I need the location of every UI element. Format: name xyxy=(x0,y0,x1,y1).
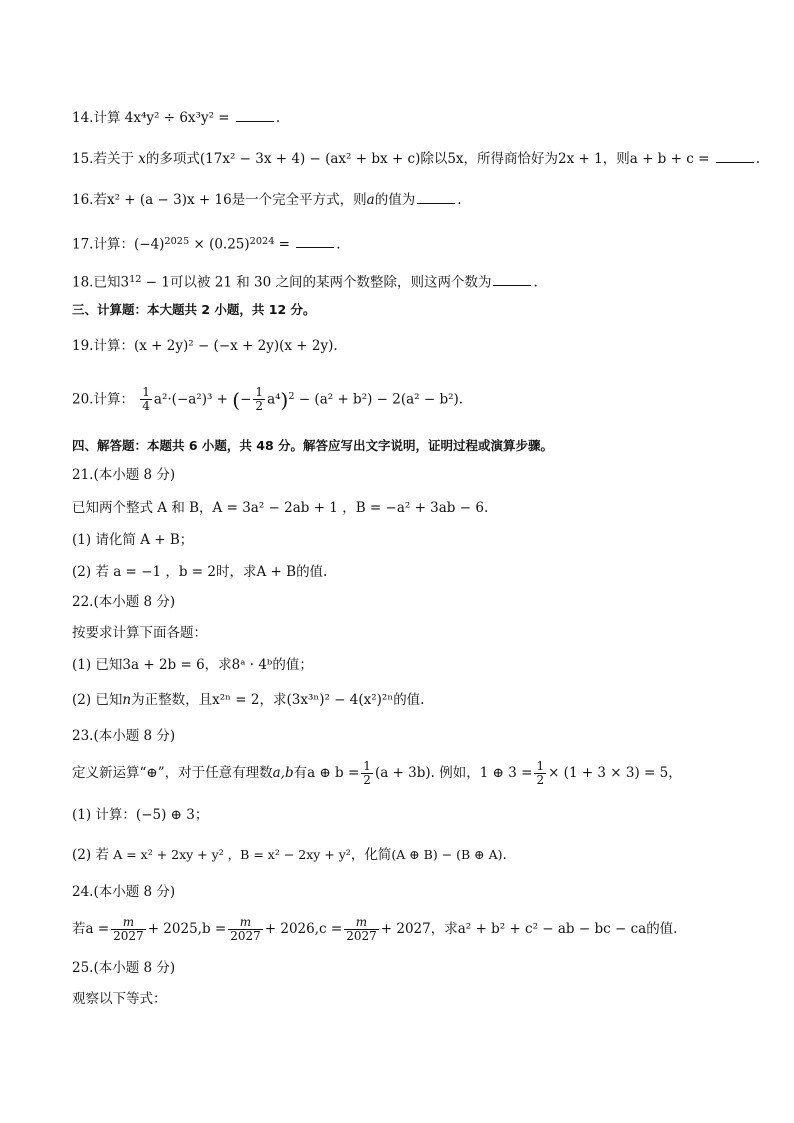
q18-text: 可以被 21 和 30 之间的某两个数整除，则这两个数为 xyxy=(169,274,492,291)
question-23-heading: 23.(本小题 8 分) xyxy=(72,728,176,744)
answer-blank xyxy=(716,149,754,163)
q23-def-fraction: $\frac{1}{2}$ xyxy=(363,759,371,787)
q20-prefix: 20.计算： xyxy=(72,391,134,408)
q20-right-paren: ) xyxy=(280,387,289,412)
q22-p1-given: 3a + 2b = 6 xyxy=(122,657,205,673)
q21-p2-label: (2) 若 xyxy=(72,564,109,580)
answer-blank xyxy=(296,234,334,248)
question-21-part-1: (1) 请化简 A + B； xyxy=(72,532,194,548)
q23-example-fraction: $\frac{1}{2}$ xyxy=(536,759,545,787)
q19-prefix: 19.计算： xyxy=(72,338,134,354)
q23-p1-expression: (−5) ⊕ 3 xyxy=(135,807,195,823)
q15-quotient: 2x + 1 xyxy=(558,151,603,167)
question-21-heading: 21.(本小题 8 分) xyxy=(72,467,176,483)
q20-suffix: . xyxy=(458,391,464,408)
question-22-heading: 22.(本小题 8 分) xyxy=(72,594,176,610)
question-23-part-1: (1) 计算：(−5) ⊕ 3； xyxy=(72,807,209,823)
q15-suffix: . xyxy=(755,151,760,167)
question-19 xyxy=(72,336,722,356)
question-22-intro: 按要求计算下面各题： xyxy=(72,625,207,641)
q24-expression: a² + b² + c² − ab − bc − ca xyxy=(457,921,647,937)
q23-p1-label: (1) 计算： xyxy=(72,807,136,823)
q15-text: 的多项式 xyxy=(145,151,200,167)
q17-exp1: 2025 xyxy=(164,236,190,247)
question-22-part-2: (2) 已知n为正整数，且x²ⁿ = 2，求(3x³ⁿ)² − 4(x²)²ⁿ的值. xyxy=(72,692,425,708)
question-23-definition: 定义新运算“⊕”，对于任意有理数a,b有a ⊕ b = $\frac{1}{2}$ (a + 3b). 例如，1 ⊕ 3 = $\frac{1}{2}$ × (1 + 3 × 3) = 5， xyxy=(72,759,682,787)
q17-prefix: 17.计算： xyxy=(72,236,134,253)
q19-suffix: . xyxy=(333,338,338,354)
q16-prefix: 16.若 xyxy=(72,192,107,208)
q17-suffix: . xyxy=(336,236,341,253)
q18-base: 3 xyxy=(120,274,130,291)
question-22-part-1: (1) 已知3a + 2b = 6，求8ᵃ · 4ᵇ的值； xyxy=(72,657,313,673)
q20-left-paren: ( xyxy=(232,387,241,412)
question-20 xyxy=(72,380,722,417)
q22-p2-label: (2) 已知 xyxy=(72,692,123,708)
q14-prefix: 14.计算 xyxy=(72,110,121,126)
q16-var: a xyxy=(366,192,375,208)
q15-divisor: 5x xyxy=(447,151,464,167)
section-four-heading: 四、解答题：本题共 6 小题，共 48 分。解答应写出文字说明，证明过程或演算步骤。 xyxy=(72,438,554,453)
q21-p2-expression: A + B xyxy=(256,564,297,580)
q20-term-3: − (a² + b²) − 2(a² − b²) xyxy=(294,391,459,408)
answer-blank xyxy=(493,272,531,286)
q20-minus: − xyxy=(240,391,252,408)
q21-text: 已知两个整式 A 和 B， xyxy=(72,500,213,516)
q22-p1-label: (1) 已知 xyxy=(72,657,123,673)
q24-fraction-c: $\frac{m}{2027}$ xyxy=(346,915,377,943)
q20-term-2: a⁴ xyxy=(267,391,281,408)
q24-fraction-b: $\frac{m}{2027}$ xyxy=(230,915,261,943)
question-25-intro: 观察以下等式： xyxy=(72,991,167,1007)
question-16 xyxy=(72,190,722,210)
q21-p2-values: a = −1 ，b = 2 xyxy=(113,564,216,580)
q15-text: 除以 xyxy=(420,151,448,167)
q20-fraction-2: $\frac{1}{2}$ xyxy=(255,385,264,414)
q23-p2-label: (2) 若 xyxy=(72,847,109,863)
question-17 xyxy=(72,232,722,254)
q22-p2-expression: (3x³ⁿ)² − 4(x²)²ⁿ xyxy=(286,692,394,708)
q15-prefix: 15.若关于 xyxy=(72,151,134,167)
q24-fraction-a: $\frac{m}{2027}$ xyxy=(113,915,144,943)
q16-expression: x² + (a − 3)x + 16 xyxy=(106,192,232,208)
q21-p1-expression: A + B xyxy=(140,532,180,548)
q14-expression: 4x⁴y² ÷ 6x³y² = xyxy=(124,110,230,126)
q16-text: 是一个完全平方式，则 xyxy=(231,192,367,208)
q14-suffix: . xyxy=(275,110,281,126)
question-25-heading: 25.(本小题 8 分) xyxy=(72,960,176,976)
q17-times: × xyxy=(189,236,210,253)
section-three-heading: 三、计算题：本大题共 2 小题，共 12 分。 xyxy=(72,302,316,317)
question-23-part-2: (2) 若 A = x² + 2xy + y² ，B = x² − 2xy + y²，化简(A ⊕ B) − (B ⊕ A). xyxy=(72,847,507,863)
q15-var: x xyxy=(138,151,146,167)
q23-p2-given: A = x² + 2xy + y² ，B = x² − 2xy + y² xyxy=(113,847,351,862)
question-24-heading: 24.(本小题 8 分) xyxy=(72,884,176,900)
q21-p1-label: (1) 请化简 xyxy=(72,532,136,548)
q18-suffix: . xyxy=(533,274,538,291)
q18-exp: 12 xyxy=(129,274,142,285)
q16-suffix: . xyxy=(457,192,462,208)
q15-sum: a + b + c = xyxy=(629,151,710,167)
q22-p2-given: x²ⁿ = 2 xyxy=(212,692,260,708)
q17-base2: (0.25) xyxy=(209,236,250,253)
q20-fraction-1: $\frac{1}{4}$ xyxy=(142,385,150,414)
question-18 xyxy=(72,270,722,292)
question-21-part-2: (2) 若 a = −1 ，b = 2时，求A + B的值. xyxy=(72,564,328,580)
q17-eq: = xyxy=(274,236,290,253)
q18-minus: − 1 xyxy=(141,274,170,291)
q16-text: 的值为 xyxy=(374,192,416,208)
q17-base1: (−4) xyxy=(133,236,165,253)
q18-prefix: 18.已知 xyxy=(72,274,121,291)
q20-exponent: 2 xyxy=(288,391,295,402)
q15-text: ，所得商恰好为 xyxy=(463,151,559,167)
question-21-given: 已知两个整式 A 和 B，A = 3a² − 2ab + 1 ，B = −a² + 3ab − 6. xyxy=(72,500,489,516)
question-24-body: 若a = $\frac{m}{2027}$ + 2025,b = $\frac{m}{2027}$ + 2026,c = $\frac{m}{2027}$ + 2027，求a² + b² + c² − ab − bc − ca的值. xyxy=(72,915,678,943)
answer-blank xyxy=(236,108,274,122)
q19-expression: (x + 2y)² − (−x + 2y)(x + 2y) xyxy=(133,338,334,354)
q20-term-1: a²·(−a²)³ + xyxy=(153,391,228,408)
q15-text: ，则 xyxy=(602,151,630,167)
q17-exp2: 2024 xyxy=(249,236,275,247)
question-14 xyxy=(72,108,722,128)
answer-blank xyxy=(417,190,455,204)
q21-definitions: A = 3a² − 2ab + 1 ，B = −a² + 3ab − 6 xyxy=(212,500,484,516)
q23-p2-expression: (A ⊕ B) − (B ⊕ A) xyxy=(391,847,503,862)
q22-p1-expression: 8ᵃ · 4ᵇ xyxy=(231,657,273,673)
question-15 xyxy=(72,149,760,169)
q15-polynomial: (17x² − 3x + 4) − (ax² + bx + c) xyxy=(199,151,421,167)
